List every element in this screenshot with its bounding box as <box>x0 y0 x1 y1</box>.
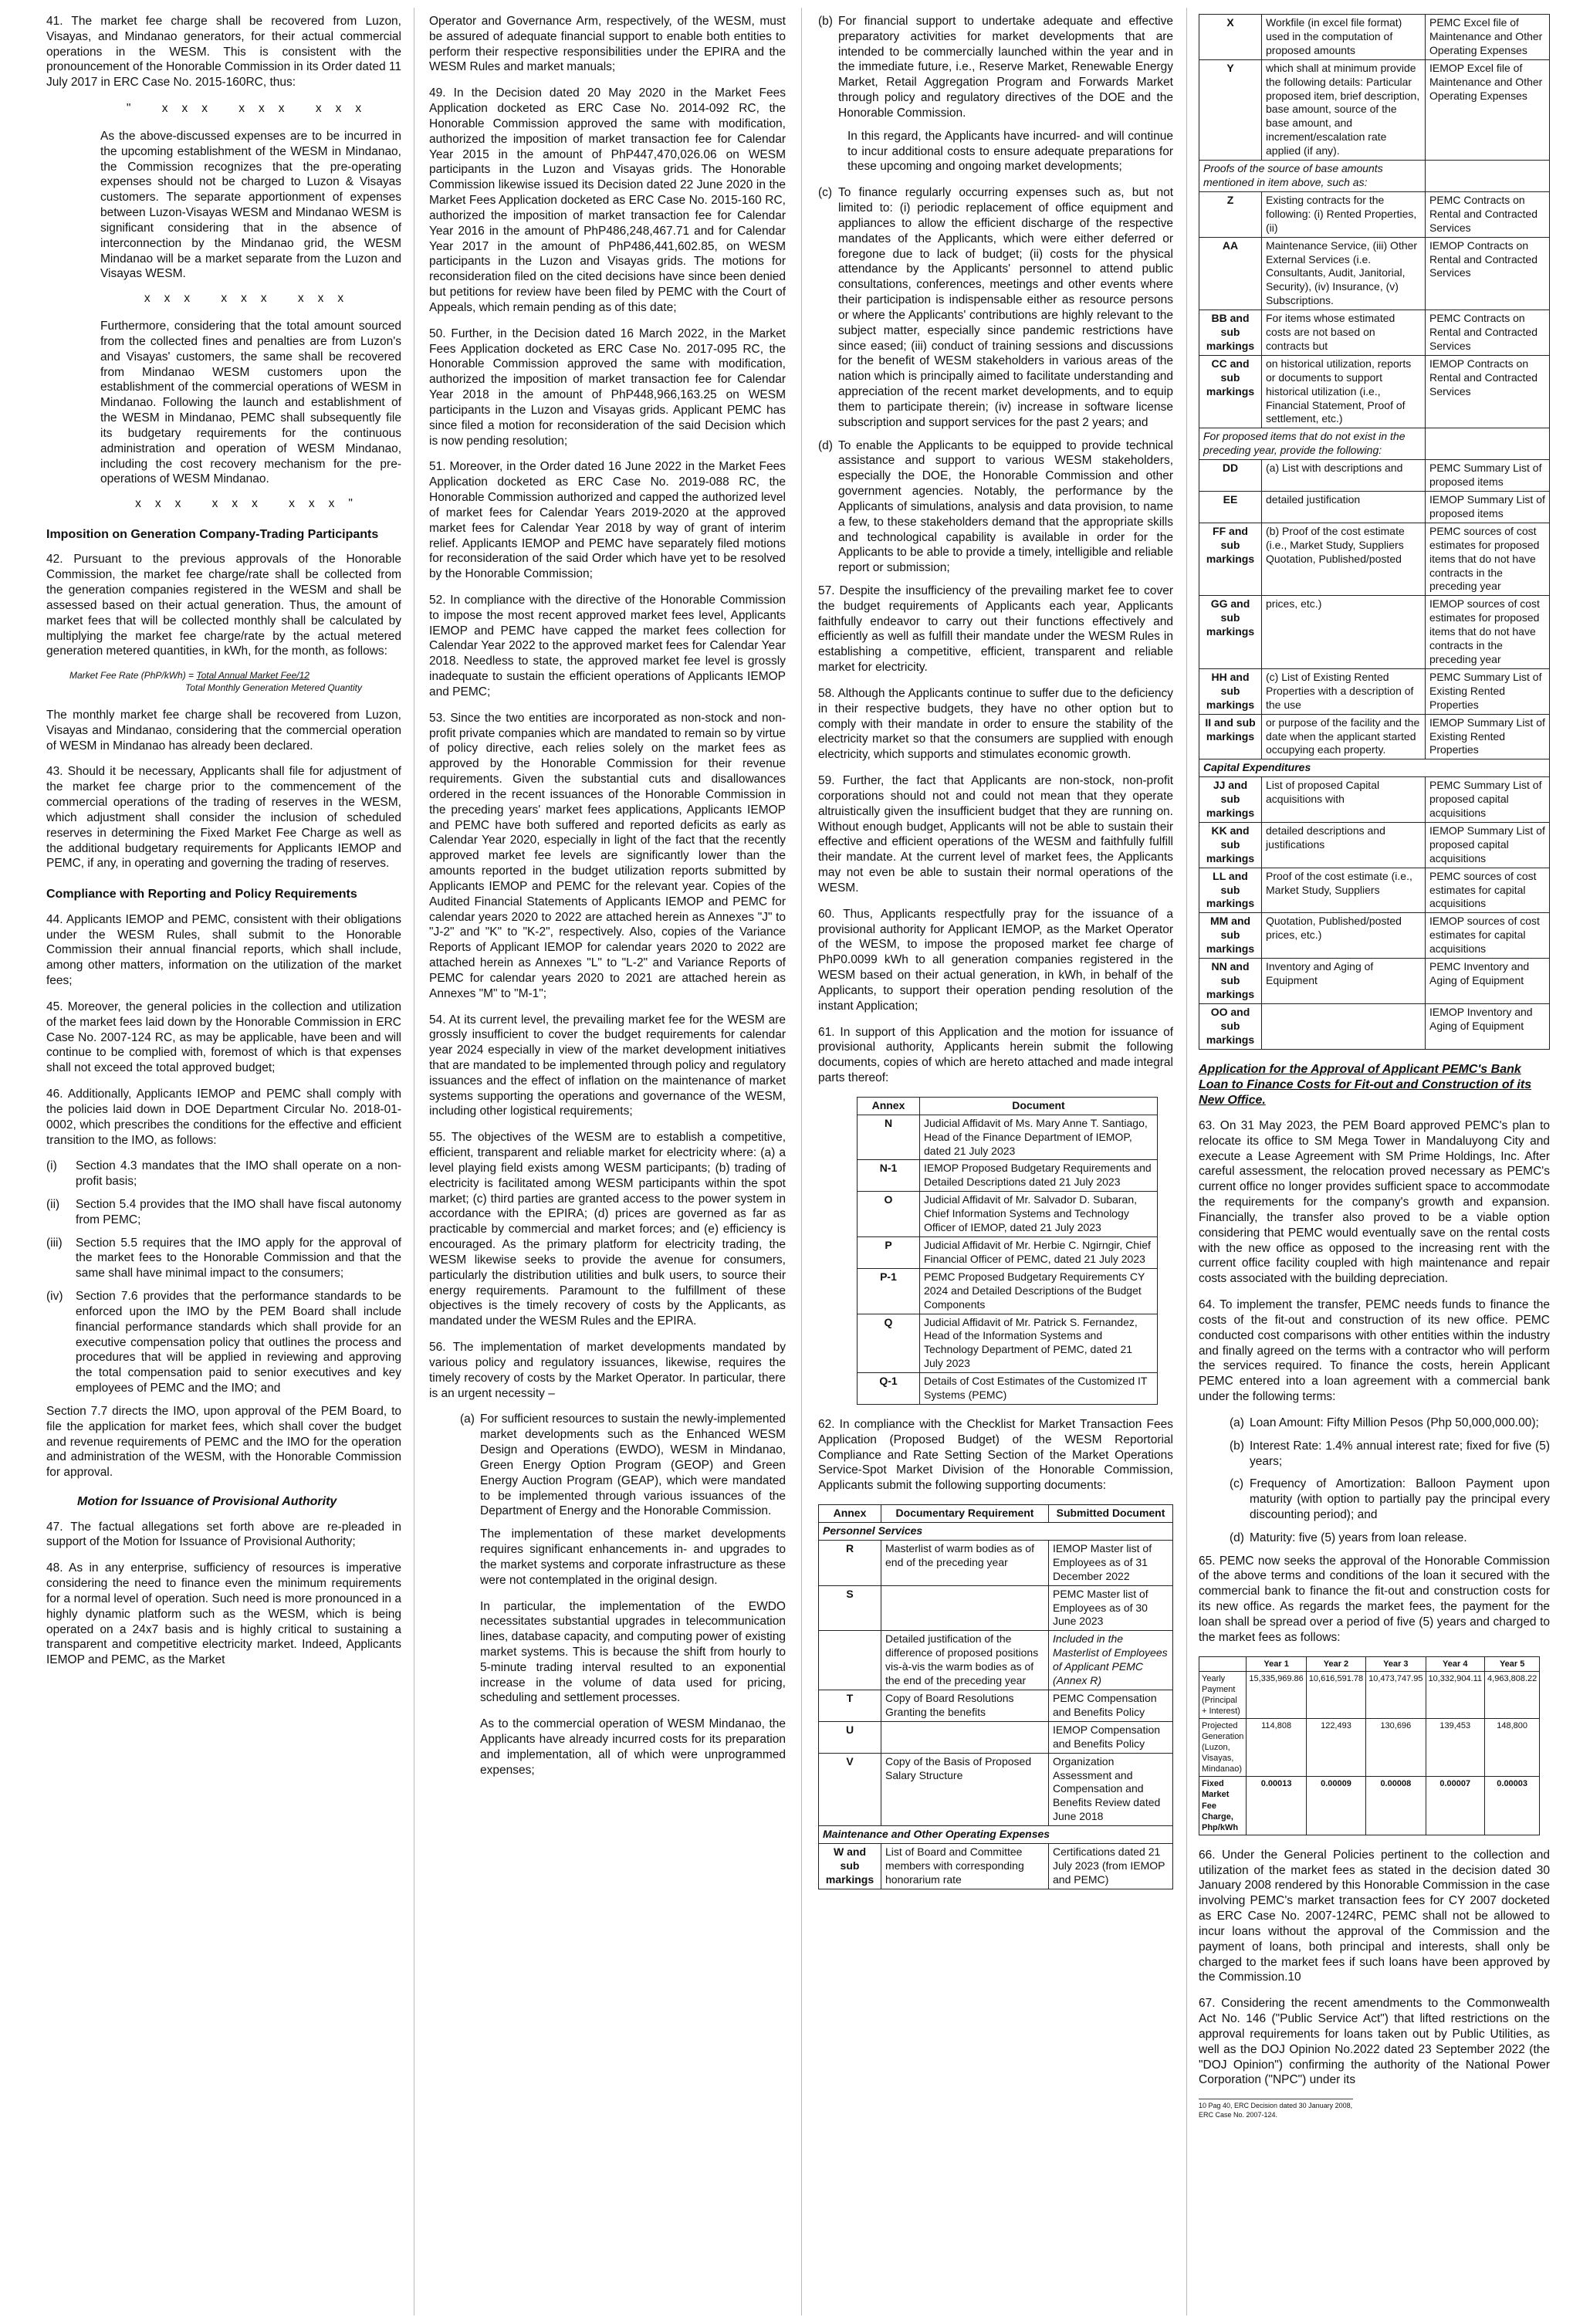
paragraph-61: 61. In support of this Application and the motion for issuance of provisional authority, Applicants herein submit the following documents, copies of which are hereto attached and made integral parts thereof: <box>818 1025 1173 1084</box>
table-row: T Copy of Board Resolutions Granting the benefits PEMC Compensation and Benefits Policy <box>819 1690 1173 1721</box>
sub-paragraph: The implementation of these market developments requires significant enhancements in- and upgrades to the market systems and corporate infrastructure as these were not contemplated in the original design. <box>480 1527 786 1587</box>
loan-terms <box>1199 1416 1550 1546</box>
table-row: N-1 IEMOP Proposed Budgetary Requirements and Detailed Descriptions dated 21 July 2023 <box>858 1160 1158 1192</box>
table-row: EE detailed justification IEMOP Summary List of proposed items <box>1199 492 1550 523</box>
formula-lhs: Market Fee Rate (PhP/kWh) = <box>69 670 197 682</box>
ellipsis-mark: " xxx xxx xxx <box>126 102 376 116</box>
list-item: (a) For sufficient resources to sustain the newly-implemented market developments such as the Enhanced WESM Design and Operations (EWDO), WESM in Mindanao, Green Energy Option Program (GEOP) and Green Energy Auction Program (GEAP), which were mandated to be implemented through various issuances of the Department of Energy and the Honorable Commission. <box>460 1412 786 1518</box>
paragraph-54: 54. At its current level, the prevailing market fee for the WESM are grossly insufficient to cover the budget requirements for calendar year 2024 especially in view of the market development initiatives that are mandated to be implemented through policy and regulatory issuances and the effect of inflation on the maintenance of market systems supporting the operations and governance of the WESM, including other logistical requirements; <box>429 1013 786 1118</box>
list-item: (d) To enable the Applicants to be equipped to provide technical assistance and support to various WESM stakeholders, especially the DOE, the Honorable Commission and other government agencies. Notably, the performance by the Applicants of simulations, analysis and data provision, to name a few, to these stakeholders demand that the appropriate skills and technological capability is available in order for the Applicants to be able to provide a timely, intelligible and reliable report or submission; <box>818 438 1173 575</box>
section-row: Capital Expenditures <box>1199 759 1550 777</box>
list-item: (c) Frequency of Amortization: Balloon Payment upon maturity (with option to partially pay the principal every discounting period); and <box>1230 1477 1550 1521</box>
table-row: LL and sub markings Proof of the cost estimate (i.e., Market Study, Suppliers PEMC sources of cost estimates for capital acquisitions <box>1199 868 1550 913</box>
paragraph-50: 50. Further, in the Decision dated 16 March 2022, in the Market Fees Application docketed as ERC Case No. 2017-095 RC, the Honorable Commission approved the same with modification, authorized the imposition of market transaction fee for Calendar Year 2018 in the amount of PhP448,966,163.25 on WESM participants in the Luzon and Visayas grids. Applicant PEMC has since filed a motion for reconsideration of the said Decision which is now pending resolution; <box>429 326 786 448</box>
paragraph-55: 55. The objectives of the WESM are to establish a competitive, efficient, transparent and reliable market for electricity where: (a) a level playing field exists among WESM participants; (b) trading of electricity is facilitated among WESM participants within the spot market; (c) third parties are granted access to the power system in accordance with the EPIRA; (d) prices are governed as far as practicable by commercial and market forces; and (e) efficiency is encouraged. As the primary platform for electricity trading, the WESM likewise seeks to provide the avenue for consumers, particularly the distribution utilities and bulk users, to source their energy requirements. Paramount to the fulfillment of these objectives is the timely recovery of costs by the Applicants, as mandated under the WESM Rules and the EPIRA. <box>429 1131 786 1328</box>
table-row: DD (a) List with descriptions and PEMC Summary List of proposed items <box>1199 460 1550 492</box>
table-row: KK and sub markings detailed descriptions and justifications IEMOP Summary List of proposed capital acquisitions <box>1199 822 1550 868</box>
paragraph-57: 57. Despite the insufficiency of the prevailing market fee to cover the budget requirements of Applicants each year, Applicants faithfully endeavor to carry out their functions effectively and efficiently as well as fulfill their mandate under the WESM Rules in establishing a competitive, efficient, transparent and reliable market for electricity. <box>818 584 1173 675</box>
table-row: Projected Generation (Luzon, Visayas, Mindanao) 114,808 122,493 130,696 139,453 148,800 <box>1199 1719 1540 1777</box>
section-heading: Application for the Approval of Applicant PEMC's Bank Loan to Finance Costs for Fit-out and Construction of its New Office. <box>1199 1062 1532 1108</box>
sub-items-b-d <box>818 14 1173 576</box>
list-item: (iv) Section 7.6 provides that the performance standards to be enforced upon the IMO by the PEM Board shall include financial performance standards which shall provide for an executive compensation policy that outlines the process and procedures that will be applied in reviewing and approving the total compensation paid to senior executives and key employees of PEMC and the IMO; and <box>46 1290 401 1395</box>
paragraph-47: 47. The factual allegations set forth above are re-pleaded in support of the Motion for Issuance of Provisional Authority; <box>46 1520 401 1549</box>
list-item: (d) Maturity: five (5) years from loan release. <box>1230 1531 1467 1544</box>
column-1 <box>46 14 401 1679</box>
table-row: Detailed justification of the difference of proposed positions vis-à-vis the warm bodies as of the end of the preceding year Included in the Masterlist of Employees of Applicant PEMC (Annex R) <box>819 1631 1173 1690</box>
table-header: Year 1 Year 2 Year 3 Year 4 Year 5 <box>1199 1656 1540 1671</box>
annex-table <box>857 1097 1158 1405</box>
column-divider <box>801 8 802 2316</box>
formula-denominator: Total Monthly Generation Metered Quantity <box>185 682 363 693</box>
column-divider <box>1186 8 1187 2316</box>
paragraph-67: 67. Considering the recent amendments to the Commonwealth Act No. 146 ("Public Service Act") that lifted restrictions on the approval requirements for loans taken out by Public Utilities, as well as the DOJ Opinion No.2022 dated 23 September 2022 (the "DOJ Opinion") confirming the authority of the National Power Corporation ("NPC") under its <box>1199 1997 1550 2087</box>
table-row: X Workfile (in excel file format) used in the computation of proposed amounts PEMC Excel file of Maintenance and Other Operating Expenses <box>1199 15 1550 60</box>
paragraph-46: 46. Additionally, Applicants IEMOP and PEMC shall comply with the policies laid down in DOE Department Circular No. 2018-01-0002, which prescribes the conditions for the effective and efficient transition to the IMO, as follows: <box>46 1088 401 1147</box>
sub-item-a <box>429 1412 786 1778</box>
paragraph-45: 45. Moreover, the general policies in the collection and utilization of the market fees laid down by the Honorable Commission in ERC Case No. 2007-124 RC, as may be applicable, have been and will continue to be complied with, foremost of which is that expenses shall not exceed the total approved budget; <box>46 1000 401 1075</box>
table-row: II and sub markings or purpose of the facility and the date when the applicant started occupying each property. IEMOP Summary List of Existing Rented Properties <box>1199 714 1550 759</box>
sub-paragraph: In this regard, the Applicants have incurred- and will continue to incur additional costs to ensure adequate preparations for these upcoming and ongoing market developments; <box>847 129 1173 174</box>
table-row: Y which shall at minimum provide the following details: Particular proposed item, brief description, base amount, source of the base amount, and increment/escalation rate applied (if any). IEMOP Excel file of Maintenance and Other Operating Expenses <box>1199 59 1550 160</box>
block-quote <box>46 101 401 512</box>
paragraph-42b: The monthly market fee charge shall be recovered from Luzon, Visayas and Mindanao, considering that the commercial operation of WESM in Mindanao has already been declared. <box>46 709 401 753</box>
table-row: P-1 PEMC Proposed Budgetary Requirements CY 2024 and Detailed Descriptions of the Budget Components <box>858 1268 1158 1314</box>
table-row: MM and sub markings Quotation, Published/posted prices, etc.) IEMOP sources of cost estimates for capital acquisitions <box>1199 913 1550 959</box>
table-row: U IEMOP Compensation and Benefits Policy <box>819 1721 1173 1753</box>
paragraph-51: 51. Moreover, in the Order dated 16 June 2022 in the Market Fees Application docketed as ERC Case No. 2019-088 RC, the Honorable Commission authorized and capped the authorized level of market fees for Calendar Years 2019-2020 at the approved market fees for Calendar Year 2018 by way of grant of interim relief. Applicants IEMOP and PEMC have separately filed motions for reconsideration of the said Order which have yet to be resolved by the Honorable Commission; <box>429 460 786 581</box>
table-row: Q Judicial Affidavit of Mr. Patrick S. Fernandez, Head of the Information Systems and Technology Department of PEMC, dated 21 July 2023 <box>858 1314 1158 1373</box>
table-row: HH and sub markings (c) List of Existing Rented Properties with a description of the use PEMC Summary List of Existing Rented Properties <box>1199 668 1550 714</box>
list-item: (a) Loan Amount: Fifty Million Pesos (Php 50,000,000.00); <box>1230 1416 1539 1429</box>
table-row: P Judicial Affidavit of Mr. Herbie C. Ngirngir, Chief Financial Officer of PEMC, dated 21 July 2023 <box>858 1236 1158 1268</box>
table-row: AA Maintenance Service, (iii) Other External Services (i.e. Consultants, Audit, Janitorial, Security), (iv) Insurance, (v) Subscriptions. IEMOP Contracts on Rental and Contracted Services <box>1199 237 1550 310</box>
table-header: Annex Document <box>858 1097 1158 1115</box>
table-row: W and sub markings List of Board and Committee members with corresponding honorarium rate Certifications dated 21 July 2023 (from IEMOP and PEMC) <box>819 1844 1173 1889</box>
paragraph-43: 43. Should it be necessary, Applicants shall file for adjustment of the market fee charge prior to the commencement of the commercial operations of the trading of reserves in the WESM, which adjustment shall consider the inclusion of scheduled reserves in determining the Fixed Market Fee Charge as well as the additional budgetary requirements for Applicants IEMOP and PEMC, if any, in operating and governing the trading of reserves. <box>46 765 401 871</box>
paragraph-56: 56. The implementation of market developments mandated by various policy and regulatory issuances, likewise, requires the timely recovery of costs by the Market Operator. In particular, there is an urgent necessity – <box>429 1341 786 1400</box>
policy-list <box>46 1159 401 1396</box>
quote-paragraph: Furthermore, considering that the total amount sourced from the collected fines and penalties are from Luzon's and Visayas' customers, the same shall be recovered from Mindanao WESM customers upon the establishment of the commercial operations of WESM in Mindanao. Following the launch and establishment of the WESM in Mindanao, PEMC shall subsequently file its budgetary requirements for the continuous administration and operation of WESM Mindanao, including the cost recovery mechanism for the pre-operations of WESM Mindanao. <box>100 320 401 486</box>
paragraph-62: 62. In compliance with the Checklist for Market Transaction Fees Application (Proposed Budget) of the WESM Reportorial Compliance and Rate Setting Section of the Market Operations Service-Spot Market Division of the Honorable Commission, Applicants submit the following supporting documents: <box>818 1417 1173 1493</box>
paragraph-42: 42. Pursuant to the previous approvals of the Honorable Commission, the market fee charge/rate shall be collected from the generation companies registered in the WESM and shall be assessed based on their actual generation. Thus, the amount of market fees that will be collected monthly shall be calculated by multiplying the market fee charge/rate by the actual metered generation metered quantities, in kWh, for the month, as follows: <box>46 553 401 658</box>
table-header: Annex Documentary Requirement Submitted Document <box>819 1505 1173 1523</box>
list-item: (iii) Section 5.5 requires that the IMO apply for the approval of the market fees to the Honorable Commission and that the same shall have minimal impact to the consumers; <box>46 1236 401 1280</box>
list-item: (b) Interest Rate: 1.4% annual interest rate; fixed for five (5) years; <box>1230 1439 1550 1468</box>
quote-paragraph: As the above-discussed expenses are to be incurred in the upcoming establishment of the WESM in Mindanao, the Commission recognizes that the pre-operating expenses should not be charged to Luzon & Visayas customers. The separate apportionment of expenses between Luzon-Visayas WESM and Mindanao WESM is significant considering that in the absence of interconnection by the Mindanao grid, the WESM Mindanao will be a market separate from the Luzon and Visayas WESM. <box>100 129 401 281</box>
paragraph-46b: Section 7.7 directs the IMO, upon approval of the PEM Board, to file the application for market fees, which shall cover the budget and revenue requirements of PEMC and the IMO for the operation and administration of the WESM, with the Honorable Commission for approval. <box>46 1404 401 1480</box>
paragraph-65: 65. PEMC now seeks the approval of the Honorable Commission of the above terms and conditions of the loan it secured with the commercial bank to finance the fit-out and construction costs for its new office. As regards the market fees, the payment for the loan shall be spread over a period of five (5) years and charged to the market fees as follows: <box>1199 1554 1550 1644</box>
table-row: FF and sub markings (b) Proof of the cost estimate (i.e., Market Study, Suppliers Quotation, Published/posted PEMC sources of cost estimates for proposed items that do not have contracts in the preceding year <box>1199 523 1550 596</box>
section-row: Personnel Services <box>819 1523 1173 1541</box>
paragraph-48-cont: Operator and Governance Arm, respectively, of the WESM, must be assured of adequate financial support to enable both entities to perform their respective responsibilities under the EPIRA and the WESM Rules and market manuals; <box>429 15 786 74</box>
section-heading: Motion for Issuance of Provisional Authority <box>77 1495 337 1509</box>
table-row: OO and sub markings IEMOP Inventory and Aging of Equipment <box>1199 1003 1550 1049</box>
section-heading: Compliance with Reporting and Policy Requirements <box>46 888 357 902</box>
list-item: (ii) Section 5.4 provides that the IMO shall have fiscal autonomy from PEMC; <box>46 1198 401 1226</box>
paragraph-53: 53. Since the two entities are incorporated as non-stock and non-profit private companies which are mandated to remain so by virtue of policy directive, each relies solely on the market fees as approved by the Honorable Commission for their revenue requirements. Given the substantial cuts and disallowances ordered in the recent issuances of the Honorable Commission in the preceding years' market fees applications, Applicants IEMOP and PEMC have both suffered and reported deficits as early as Calendar Year 2020, especially in light of the fact that the recently approved market fee levels are significantly lower than the amounts reported in the budget utilization reports submitted by Applicants IEMOP and PEMC for the relevant year. Copies of the Audited Financial Statements of Applicants IEMOP and PEMC for calendar years 2020 to 2022 are attached herein as Annexes "J" to "J-2" and "K" to "K-2", respectively. Also, copies of the Variance Reports of Applicant IEMOP for calendar years 2020 to 2022 are attached herein as Annexes "L" to "L-2" and Variance Reports of PEMC for calendar years 2020 to 2021 are attached herein as Annexes "M" to "M-1"; <box>429 711 786 1000</box>
table-row: CC and sub markings on historical utilization, reports or documents to support historical utilization (i.e., Financial Statement, Proof of settlement, etc.) IEMOP Contracts on Rental and Contracted Services <box>1199 355 1550 428</box>
section-row: Maintenance and Other Operating Expenses <box>819 1826 1173 1844</box>
market-fee-formula <box>69 670 401 694</box>
paragraph-48: 48. As in any enterprise, sufficiency of resources is imperative considering the need to finance even the minimum requirements for a normal level of operation. Such need is more pronounced in a highly dynamic platform such as the WESM, which is being operated on a 24x7 basis and is highly critical to sustaining a transparent and competitive electricity market. Indeed, Applicants IEMOP and PEMC, as the Market <box>46 1561 401 1667</box>
ellipsis-mark: xxx xxx xxx <box>144 292 358 306</box>
note-row: Proofs of the source of base amounts mentioned in item above, such as: <box>1199 161 1550 192</box>
list-item: (b) For financial support to undertake adequate and effective preparatory activities for market developments that are intended to be commercially launched within the year and in the immediate future, i.e., Reserve Market, Renewable Energy Market, Retail Aggregation Program and Forwards Market through policy and regulatory directives of the DOE and the Honorable Commission. <box>818 15 1173 120</box>
column-3 <box>818 14 1173 1902</box>
table-row: NN and sub markings Inventory and Aging of Equipment PEMC Inventory and Aging of Equipment <box>1199 959 1550 1004</box>
list-item: (i) Section 4.3 mandates that the IMO shall operate on a non-profit basis; <box>46 1159 401 1189</box>
table-row: JJ and sub markings List of proposed Capital acquisitions with PEMC Summary List of proposed capital acquisitions <box>1199 777 1550 823</box>
note-row: For proposed items that do not exist in the preceding year, provide the following: <box>1199 428 1550 460</box>
paragraph-64: 64. To implement the transfer, PEMC needs funds to finance the costs of the fit-out and construction of its new office. PEMC conducted cost comparisons with other entities within the industry and finally agreed on the terms with a contractor who will perform the services required. To finance the costs, herein Applicant PEMC entered into a loan agreement with a commercial bank under the following terms: <box>1199 1298 1550 1404</box>
table-row: BB and sub markings For items whose estimated costs are not based on contracts but PEMC Contracts on Rental and Contracted Services <box>1199 310 1550 356</box>
table-row: Yearly Payment (Principal + Interest) 15,335,969.86 10,616,591.78 10,473,747.95 10,332,904.11 4,963,808.22 <box>1199 1671 1540 1718</box>
paragraph-58: 58. Although the Applicants continue to suffer due to the deficiency in their respective budgets, they have no other option but to comply with their mandate in order to ensure the stability of the electricity market so that the consumers are supplied with enough electricity, which supports and stimulates economic growth. <box>818 686 1173 762</box>
list-item: (c) To finance regularly occurring expenses such as, but not limited to: (i) periodic replacement of office equipment and appliances to allow the efficient discharge of the respective mandates of the Applicants, which were either deferred or foregone due to lack of budget; (ii) costs for the physical attendance by the Applicants' personnel to attend public consultations, conferences, meetings and other events where their participation is indispensable either as resource persons or where the Applicants' contributions are highly relevant to the subject matter, especially since pandemic restrictions have since eased; (iii) conduct of training sessions and discussions for the benefit of WESM stakeholders in various areas of the nation which is principally aimed to facilitate understanding and appreciation of the recent market developments, and to equip them to participate therein; (iv) increase in software license subscription and support services for the past 2 years; and <box>818 186 1173 429</box>
table-row: Z Existing contracts for the following: (i) Rented Properties, (ii) PEMC Contracts on Rental and Contracted Services <box>1199 191 1550 237</box>
column-2 <box>429 14 786 1789</box>
table-row: O Judicial Affidavit of Mr. Salvador D. Subaran, Chief Information Systems and Technology Officer of IEMOP, dated 21 July 2023 <box>858 1192 1158 1237</box>
ellipsis-mark: xxx xxx xxx" <box>135 497 367 511</box>
paragraph-41: 41. The market fee charge shall be recovered from Luzon, Visayas, and Mindanao generators, for their actual commercial operations in the WESM. This is consistent with the pronouncement of the Honorable Commission in its Order dated 11 July 2017 in ERC Case No. 2015-160RC, thus: <box>46 15 401 90</box>
loan-payment-table <box>1199 1656 1540 1835</box>
checklist-table <box>818 1504 1173 1889</box>
table-row: Q-1 Details of Cost Estimates of the Customized IT Systems (PEMC) <box>858 1373 1158 1405</box>
paragraph-63: 63. On 31 May 2023, the PEM Board approved PEMC's plan to relocate its office to SM Mega Tower in Mandaluyong City and execute a Lease Agreement with SM Prime Holdings, Inc. After careful assessment, the relocation proved necessary as PEMC's current office no longer provides sufficient space to accommodate the requirements for the company's growth and expansion. Financially, the transfer also proved to be a viable option considering that PEMC would eventually save on the rental costs with the new office as opposed to the increasing rent with the current office facility coupled with high maintenance and repair costs associated with the building depreciation. <box>1199 1118 1550 1286</box>
table-row: R Masterlist of warm bodies as of end of the preceding year IEMOP Master list of Employees as of 31 December 2022 <box>819 1540 1173 1585</box>
paragraph-52: 52. In compliance with the directive of the Honorable Commission to impose the most recent approved market fees level, Applicants IEMOP and PEMC have capped the market fees collection for Calendar Year 2022 to the approved market fees for Calendar Year 2018. Needless to state, the approved market fee level is grossly inadequate to sustain the efficient operations of Applicants IEMOP and PEMC; <box>429 593 786 699</box>
table-row: S PEMC Master list of Employees as of 30 June 2023 <box>819 1585 1173 1631</box>
table-row: Fixed Market Fee Charge, Php/kWh 0.00013 0.00009 0.00008 0.00007 0.00003 <box>1199 1777 1540 1835</box>
formula-numerator: Total Annual Market Fee/12 <box>196 670 310 682</box>
footnote: 10 Pag 40, ERC Decision dated 30 January 2008, ERC Case No. 2007-124. <box>1199 2099 1353 2119</box>
column-4 <box>1199 14 1550 2119</box>
section-heading: Imposition on Generation Company-Trading Participants <box>46 528 379 542</box>
paragraph-66: 66. Under the General Policies pertinent to the collection and utilization of the market fees as stated in the decision dated 30 January 2008 rendered by this Honorable Commission in the case involving PEMC's market transaction fees for CY 2007 docketed as ERC Case No. 2007-124RC, PEMC shall not be allowed to incur loans without the approval of the Commission and the payment of loans, both principal and interests, shall only be charged to the market fees if such loans have been approved by the Commission.10 <box>1199 1848 1550 1984</box>
sub-paragraph: In particular, the implementation of the EWDO necessitates substantial upgrades in telecommunication lines, database capacity, and computing power of existing market systems. This is because the shift from hourly to 5-minute trading interval resulted to an exponential increase in the volume of data used for pricing, scheduling and settlement processes. <box>480 1599 786 1705</box>
paragraph-60: 60. Thus, Applicants respectfully pray for the issuance of a provisional authority for Applicant IEMOP, as the Market Operator of the WESM, to impose the proposed market fee charge of PhP0.0099 kWh to all generation companies registered in the WESM based on their actual generation, in kWh, in behalf of the Applicants, to support their operation pending resolution of the instant Application; <box>818 907 1173 1013</box>
table-row: N Judicial Affidavit of Ms. Mary Anne T. Santiago, Head of the Finance Department of IEMOP, dated 21 July 2023 <box>858 1115 1158 1160</box>
table-row: V Copy of the Basis of Proposed Salary Structure Organization Assessment and Compensation and Benefits Review dated June 2018 <box>819 1753 1173 1826</box>
sub-paragraph: As to the commercial operation of WESM Mindanao, the Applicants have already incurred costs for its preparation and implementation, all of which were unprogrammed expenses; <box>480 1717 786 1777</box>
paragraph-49: 49. In the Decision dated 20 May 2020 in the Market Fees Application docketed as ERC Case No. 2014-092 RC, the Honorable Commission approved the same with modification, authorized the imposition of market transaction fee for Calendar Year 2015 in the amount of PhP447,470,026.06 on WESM participants in the Luzon and Visayas grids. The Honorable Commission likewise issued its Decision dated 22 June 2020 in the Market Fees Application docketed as ERC Case No. 2015-160 RC, authorized the imposition of market transaction fee for Calendar Year 2016 in the amount of PhP486,248,467.71 and for Calendar Year 2017 in the amount of PhP486,441,602.85, on WESM participants in the Luzon and Visayas grids. The motions for reconsideration filed on the cited decisions have since been denied but petitions for review have been filed by PEMC with the Court of Appeals, which remain pending as of this date; <box>429 86 786 314</box>
paragraph-59: 59. Further, the fact that Applicants are non-stock, non-profit corporations should not and could not mean that they operate altruistically given the insufficient budget that they are running on. Without enough budget, Applicants will not be able to sustain their effective and efficient operations of the WESM and faithfully fulfill their mandate. At the current level of market fees, the Applicants may not even be able to sustain their normal operations of the WESM. <box>818 774 1173 895</box>
paragraph-44: 44. Applicants IEMOP and PEMC, consistent with their obligations under the WESM Rules, shall submit to the Honorable Commission their annual financial reports, which shall include, among other matters, information on the utilization of the market fees; <box>46 912 401 988</box>
table-row: GG and sub markings prices, etc.) IEMOP sources of cost estimates for proposed items that do not have contracts in the preceding year <box>1199 596 1550 669</box>
checklist-table-continued <box>1199 14 1550 1050</box>
